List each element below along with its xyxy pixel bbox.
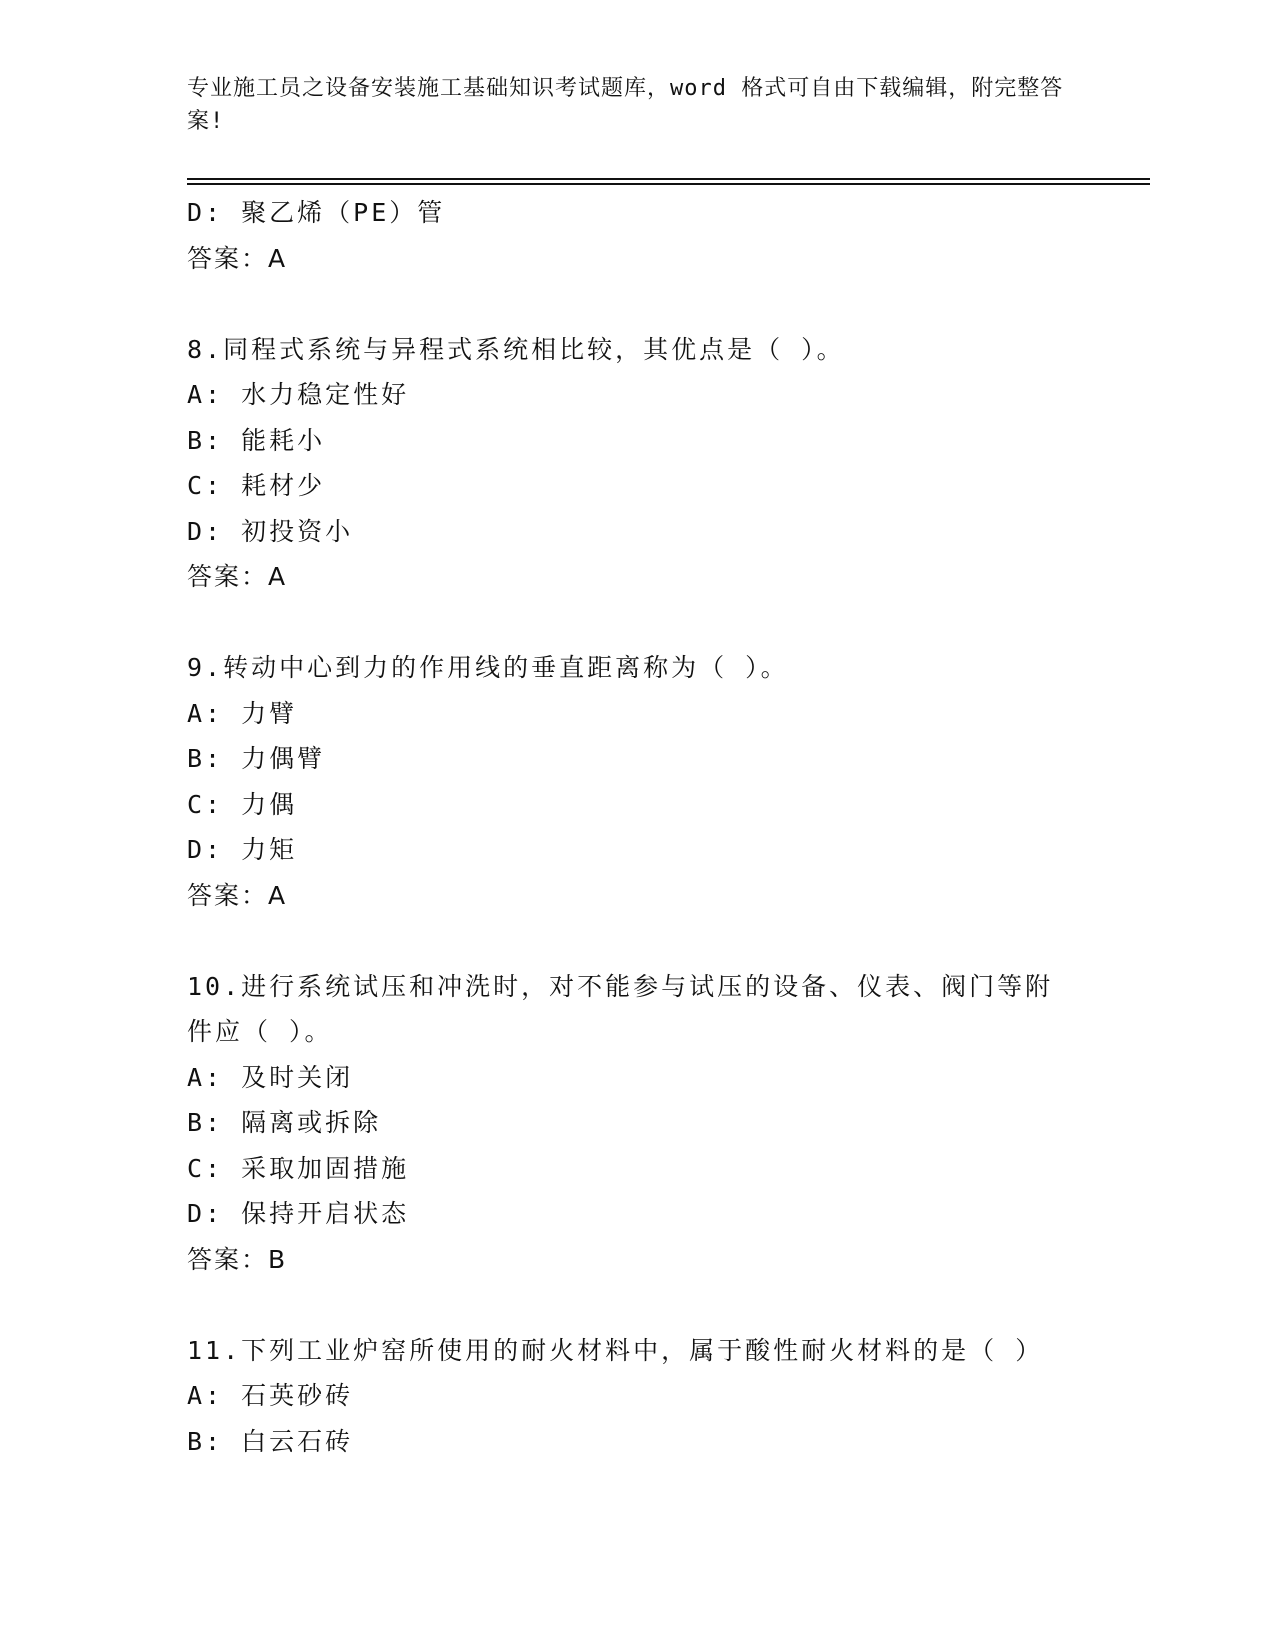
question-list [187,190,1087,1464]
question-9-text: 9.转动中心到力的作用线的垂直距离称为（ ）。 [187,653,789,682]
question-9 [187,645,1087,918]
spacer [187,600,1087,646]
prev-question-option-d: D: 聚乙烯（PE）管 [187,198,446,227]
question-9-option-b: B: 力偶臂 [187,744,326,773]
question-11-option-a: A: 石英砂砖 [187,1381,354,1410]
header-divider-bottom [187,183,1150,185]
question-11-text: 11.下列工业炉窑所使用的耐火材料中，属于酸性耐火材料的是（ ） [187,1335,1044,1365]
question-9-option-d: D: 力矩 [187,835,298,864]
question-10-text: 10.进行系统试压和冲洗时，对不能参与试压的设备、仪表、阀门等附件应（ ）。 [187,971,1054,1046]
spacer [187,281,1087,327]
question-11 [187,1328,1087,1465]
question-9-answer: 答案：A [187,880,288,910]
question-9-option-a: A: 力臂 [187,698,298,728]
question-10-option-d: D: 保持开启状态 [187,1199,410,1228]
question-8-answer: 答案：A [187,562,288,591]
question-8-option-a: A: 水力稳定性好 [187,380,410,409]
question-8 [187,327,1087,600]
question-8-option-c: C: 耗材少 [187,471,326,500]
question-11-option-b: B: 白云石砖 [187,1426,354,1456]
header-divider-top [187,178,1150,180]
question-10 [187,964,1087,1283]
question-8-text: 8.同程式系统与异程式系统相比较，其优点是（ ）。 [187,334,845,364]
spacer [187,1282,1087,1328]
question-10-answer: 答案：B [187,1244,288,1274]
question-9-option-c: C: 力偶 [187,789,298,819]
question-8-option-d: D: 初投资小 [187,516,354,546]
document-intro: 专业施工员之设备安装施工基础知识考试题库，word 格式可自由下载编辑，附完整答案! [187,76,1064,134]
question-10-option-b: B: 隔离或拆除 [187,1108,382,1137]
prev-question-answer: 答案：A [187,243,288,273]
question-10-option-a: A: 及时关闭 [187,1062,354,1092]
spacer [187,918,1087,964]
question-8-option-b: B: 能耗小 [187,425,326,455]
question-10-option-c: C: 采取加固措施 [187,1153,410,1183]
